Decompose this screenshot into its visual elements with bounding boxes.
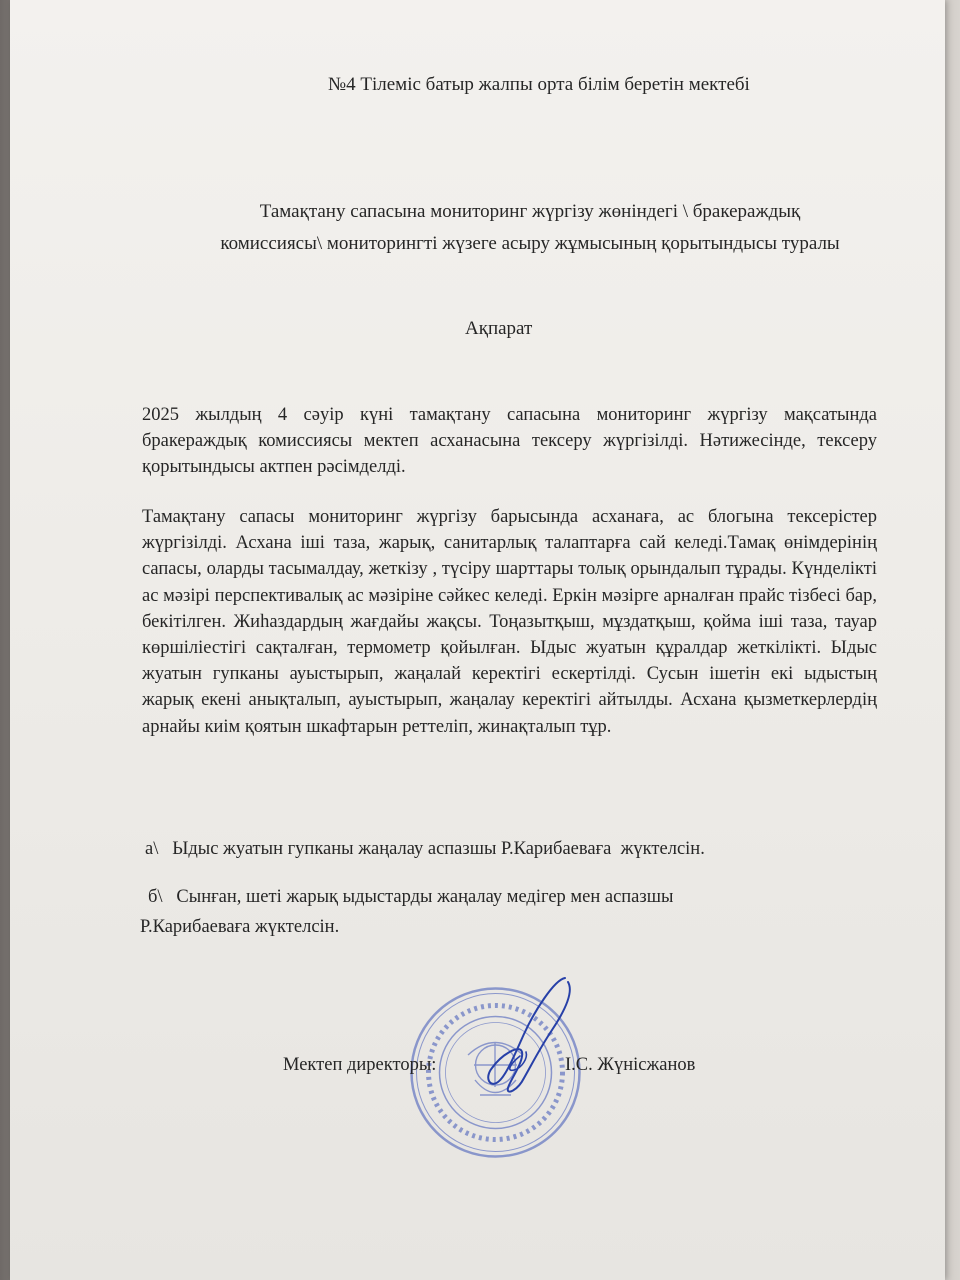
handwritten-signature-icon [462,972,592,1112]
signature-label: Мектеп директоры: [283,1055,437,1075]
signatory-name: І.С. Жүнісжанов [565,1055,696,1075]
resolution-item-a: а\ Ыдыс жуатын гупканы жаңалау аспазшы Р.Карибаеваға жүктелсін. [145,839,705,859]
document-page [10,0,945,1280]
document-heading: Ақпарат [465,318,533,339]
school-name: №4 Тілеміс батыр жалпы орта білім беретін мектебі [328,74,750,95]
document-title-line-2: комиссиясы\ мониторингті жүзеге асыру жұмысының қорытындысы туралы [220,233,840,254]
paragraph-2: Тамақтану сапасы мониторинг жүргізу барысында асханаға, ас блогына тексерістер жүргізілді. Асхана іші таза, жарық, санитарлық талаптарға сай келеді.Тамақ өнімдерінің сапасы, оларды тасымалдау, жеткізу , түсіру шарттары толық орындалып тұрады. Күнделікті ас мәзірі перспективалық ас мәзіріне сәйкес келеді. Еркін мәзірге арналған прайс тізбесі бар, бекітілген. Жиһаздардың жағдайы жақсы. Тоңазытқыш, мұздатқыш, қойма іші таза, тауар көршіліестігі сақталған, термометр қойылған. Ыдыс жуатын құралдар жеткілікті. Ыдыс жуатын гупканы ауыстырып, жаңалай керектігі ескертілді. Сусын ішетін екі ыдыстың жарық екені анықталып, ауыстырып, жаңалау керектігі айтылды. Асхана қызметкерлердің арнайы киім қоятын шкафтарын реттеліп, жинақталып тұр. [142,507,877,737]
resolution-item-b-line-2: Р.Карибаеваға жүктелсін. [140,917,340,937]
document-title-line-1: Тамақтану сапасына мониторинг жүргізу жөніндегі \ бракераждық [259,201,801,222]
resolution-item-b-line-1: б\ Сынған, шеті жарық ыдыстарды жаңалау медігер мен аспазшы [148,887,674,907]
paragraph-1: 2025 жылдың 4 сәуір күні тамақтану сапасына мониторинг жүргізу мақсатында бракераждық комиссиясы мектеп асханасына тексеру жүргізілді. Нәтижесінде, тексеру қорытындысы актпен рәсімделді. [142,405,877,478]
